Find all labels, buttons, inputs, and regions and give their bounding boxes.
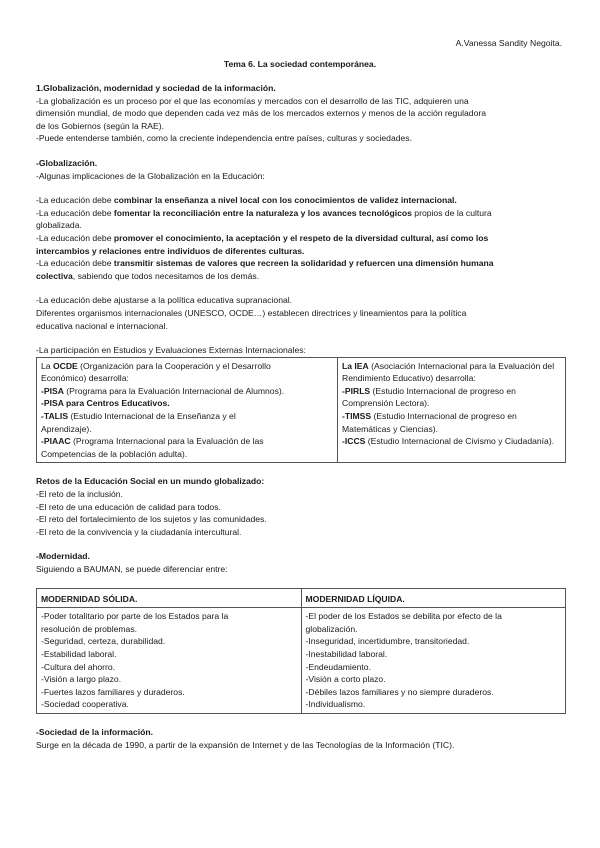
solid-item: resolución de problemas.	[41, 623, 138, 634]
liquid-modernity-cell	[301, 608, 566, 714]
supranational-line: Diferentes organismos internacionales (UNESCO, OCDE…) establecen directrices y lineamientos para la política	[36, 307, 467, 318]
implication-line: -La educación debe promover el conocimiento, la aceptación y el respeto de la diversidad cultural, así como los	[36, 232, 489, 243]
iea-line: Matemáticas y Ciencias).	[342, 423, 438, 434]
globalization-heading: -Globalización.	[36, 157, 98, 168]
ocde-line: -TALIS (Estudio Internacional de la Enseñanza y el	[41, 411, 236, 422]
participation-intro: -La participación en Estudios y Evaluaciones Externas Internacionales:	[36, 345, 306, 356]
liquid-item: -Visión a corto plazo.	[305, 674, 386, 685]
iea-line: Rendimiento Educativo) desarrolla:	[342, 373, 476, 384]
globalization-intro: -Algunas implicaciones de la Globalización en la Educación:	[36, 170, 265, 181]
ocde-line: Competencias de la población adulta).	[41, 448, 188, 459]
implication-line: intercambios y relaciones entre individuos de diferentes culturas.	[36, 245, 305, 256]
modernity-table	[36, 588, 566, 714]
implication-line: -La educación debe transmitir sistemas de valores que recreen la solidaridad y refuercen una dimensión humana	[36, 258, 494, 269]
solid-item: -Visión a largo plazo.	[41, 674, 122, 685]
solid-modernity-cell	[37, 608, 302, 714]
section1-para1-line: -La globalización es un proceso por el que las economías y mercados con el desarrollo de las TIC, adquieren una	[36, 95, 469, 106]
solid-item: -Sociedad cooperativa.	[41, 699, 129, 710]
info-society-heading: -Sociedad de la información.	[36, 726, 153, 737]
document-title: Tema 6. La sociedad contemporánea.	[223, 59, 377, 69]
liquid-item: -Inseguridad, incertidumbre, transitoriedad.	[305, 636, 470, 647]
implication-line: colectiva, sabiendo que todos necesitamos de los demás.	[36, 270, 260, 281]
supranational-line: -La educación debe ajustarse a la política educativa supranacional.	[36, 295, 293, 306]
section1-heading: 1.Globalización, modernidad y sociedad de la información.	[36, 83, 276, 93]
liquid-item: -Endeudamiento.	[305, 661, 371, 672]
ocde-line: Económico) desarrolla:	[41, 373, 129, 384]
challenge-item: -El reto de la convivencia y la ciudadanía intercultural.	[36, 526, 242, 537]
ocde-line: -PIAAC (Programa Internacional para la Evaluación de las	[41, 436, 264, 447]
challenge-item: -El reto de una educación de calidad para todos.	[36, 501, 221, 512]
ocde-cell	[37, 357, 338, 463]
liquid-item: globalización.	[305, 623, 358, 634]
ocde-line: -PISA para Centros Educativos.	[41, 398, 170, 409]
ocde-line: Aprendizaje).	[41, 423, 92, 434]
solid-item: -Cultura del ahorro.	[41, 661, 116, 672]
liquid-item: -Individualismo.	[305, 699, 366, 710]
liquid-modernity-header: MODERNIDAD LÍQUIDA.	[301, 588, 566, 608]
challenge-item: -El reto de la inclusión.	[36, 489, 123, 500]
solid-item: -Poder totalitario por parte de los Estados para la	[41, 611, 229, 622]
solid-modernity-header: MODERNIDAD SÓLIDA.	[37, 588, 302, 608]
evaluations-table	[36, 357, 566, 464]
liquid-item: -Débiles lazos familiares y no siempre duraderos.	[305, 686, 494, 697]
challenges-heading: Retos de la Educación Social en un mundo globalizado:	[36, 476, 265, 487]
solid-item: -Seguridad, certeza, durabilidad.	[41, 636, 166, 647]
challenge-item: -El reto del fortalecimiento de los sujetos y las comunidades.	[36, 514, 267, 525]
liquid-item: -El poder de los Estados se debilita por efecto de la	[305, 611, 502, 622]
iea-line: -TIMSS (Estudio Internacional de progreso en	[342, 411, 517, 422]
iea-line: -PIRLS (Estudio Internacional de progreso en	[342, 385, 516, 396]
section1-para2: -Puede entenderse también, como la creciente independencia entre países, culturas y sociedades.	[36, 133, 412, 144]
iea-line: Comprensión Lectora).	[342, 398, 430, 409]
modernity-heading: -Modernidad.	[36, 551, 90, 562]
section1-para1-line: dimensión mundial, de modo que dependen cada vez más de los mercados externos y menos de la acción reguladora	[36, 108, 487, 119]
liquid-item: -Inestabilidad laboral.	[305, 648, 388, 659]
implication-line: globalizada.	[36, 220, 82, 231]
ocde-line: -PISA (Programa para la Evaluación Internacional de Alumnos).	[41, 385, 285, 396]
info-society-text: Surge en la década de 1990, a partir de la expansión de Internet y de las Tecnologías de la Información (TIC).	[36, 739, 455, 750]
ocde-line: La OCDE (Organización para la Cooperación y el Desarrollo	[41, 360, 271, 371]
modernity-intro: Siguiendo a BAUMAN, se puede diferenciar entre:	[36, 564, 228, 574]
iea-cell	[338, 357, 566, 463]
document-body	[36, 82, 566, 751]
implication-line: -La educación debe combinar la enseñanza a nivel local con los conocimientos de validez internacional.	[36, 195, 457, 206]
solid-item: -Fuertes lazos familiares y duraderos.	[41, 686, 185, 697]
section1-para1-line: de los Gobiernos (según la RAE).	[36, 120, 165, 131]
author-name: A.Vanessa Sandity Negoita.	[455, 38, 562, 48]
iea-line: La IEA (Asociación Internacional para la Evaluación del	[342, 360, 555, 371]
solid-item: -Estabilidad laboral.	[41, 648, 117, 659]
iea-line: -ICCS (Estudio Internacional de Civismo y Ciudadanía).	[342, 436, 555, 447]
implication-line: -La educación debe fomentar la reconciliación entre la naturaleza y los avances tecnológicos propios de la cultura	[36, 207, 492, 218]
supranational-line: educativa nacional e internacional.	[36, 320, 168, 331]
